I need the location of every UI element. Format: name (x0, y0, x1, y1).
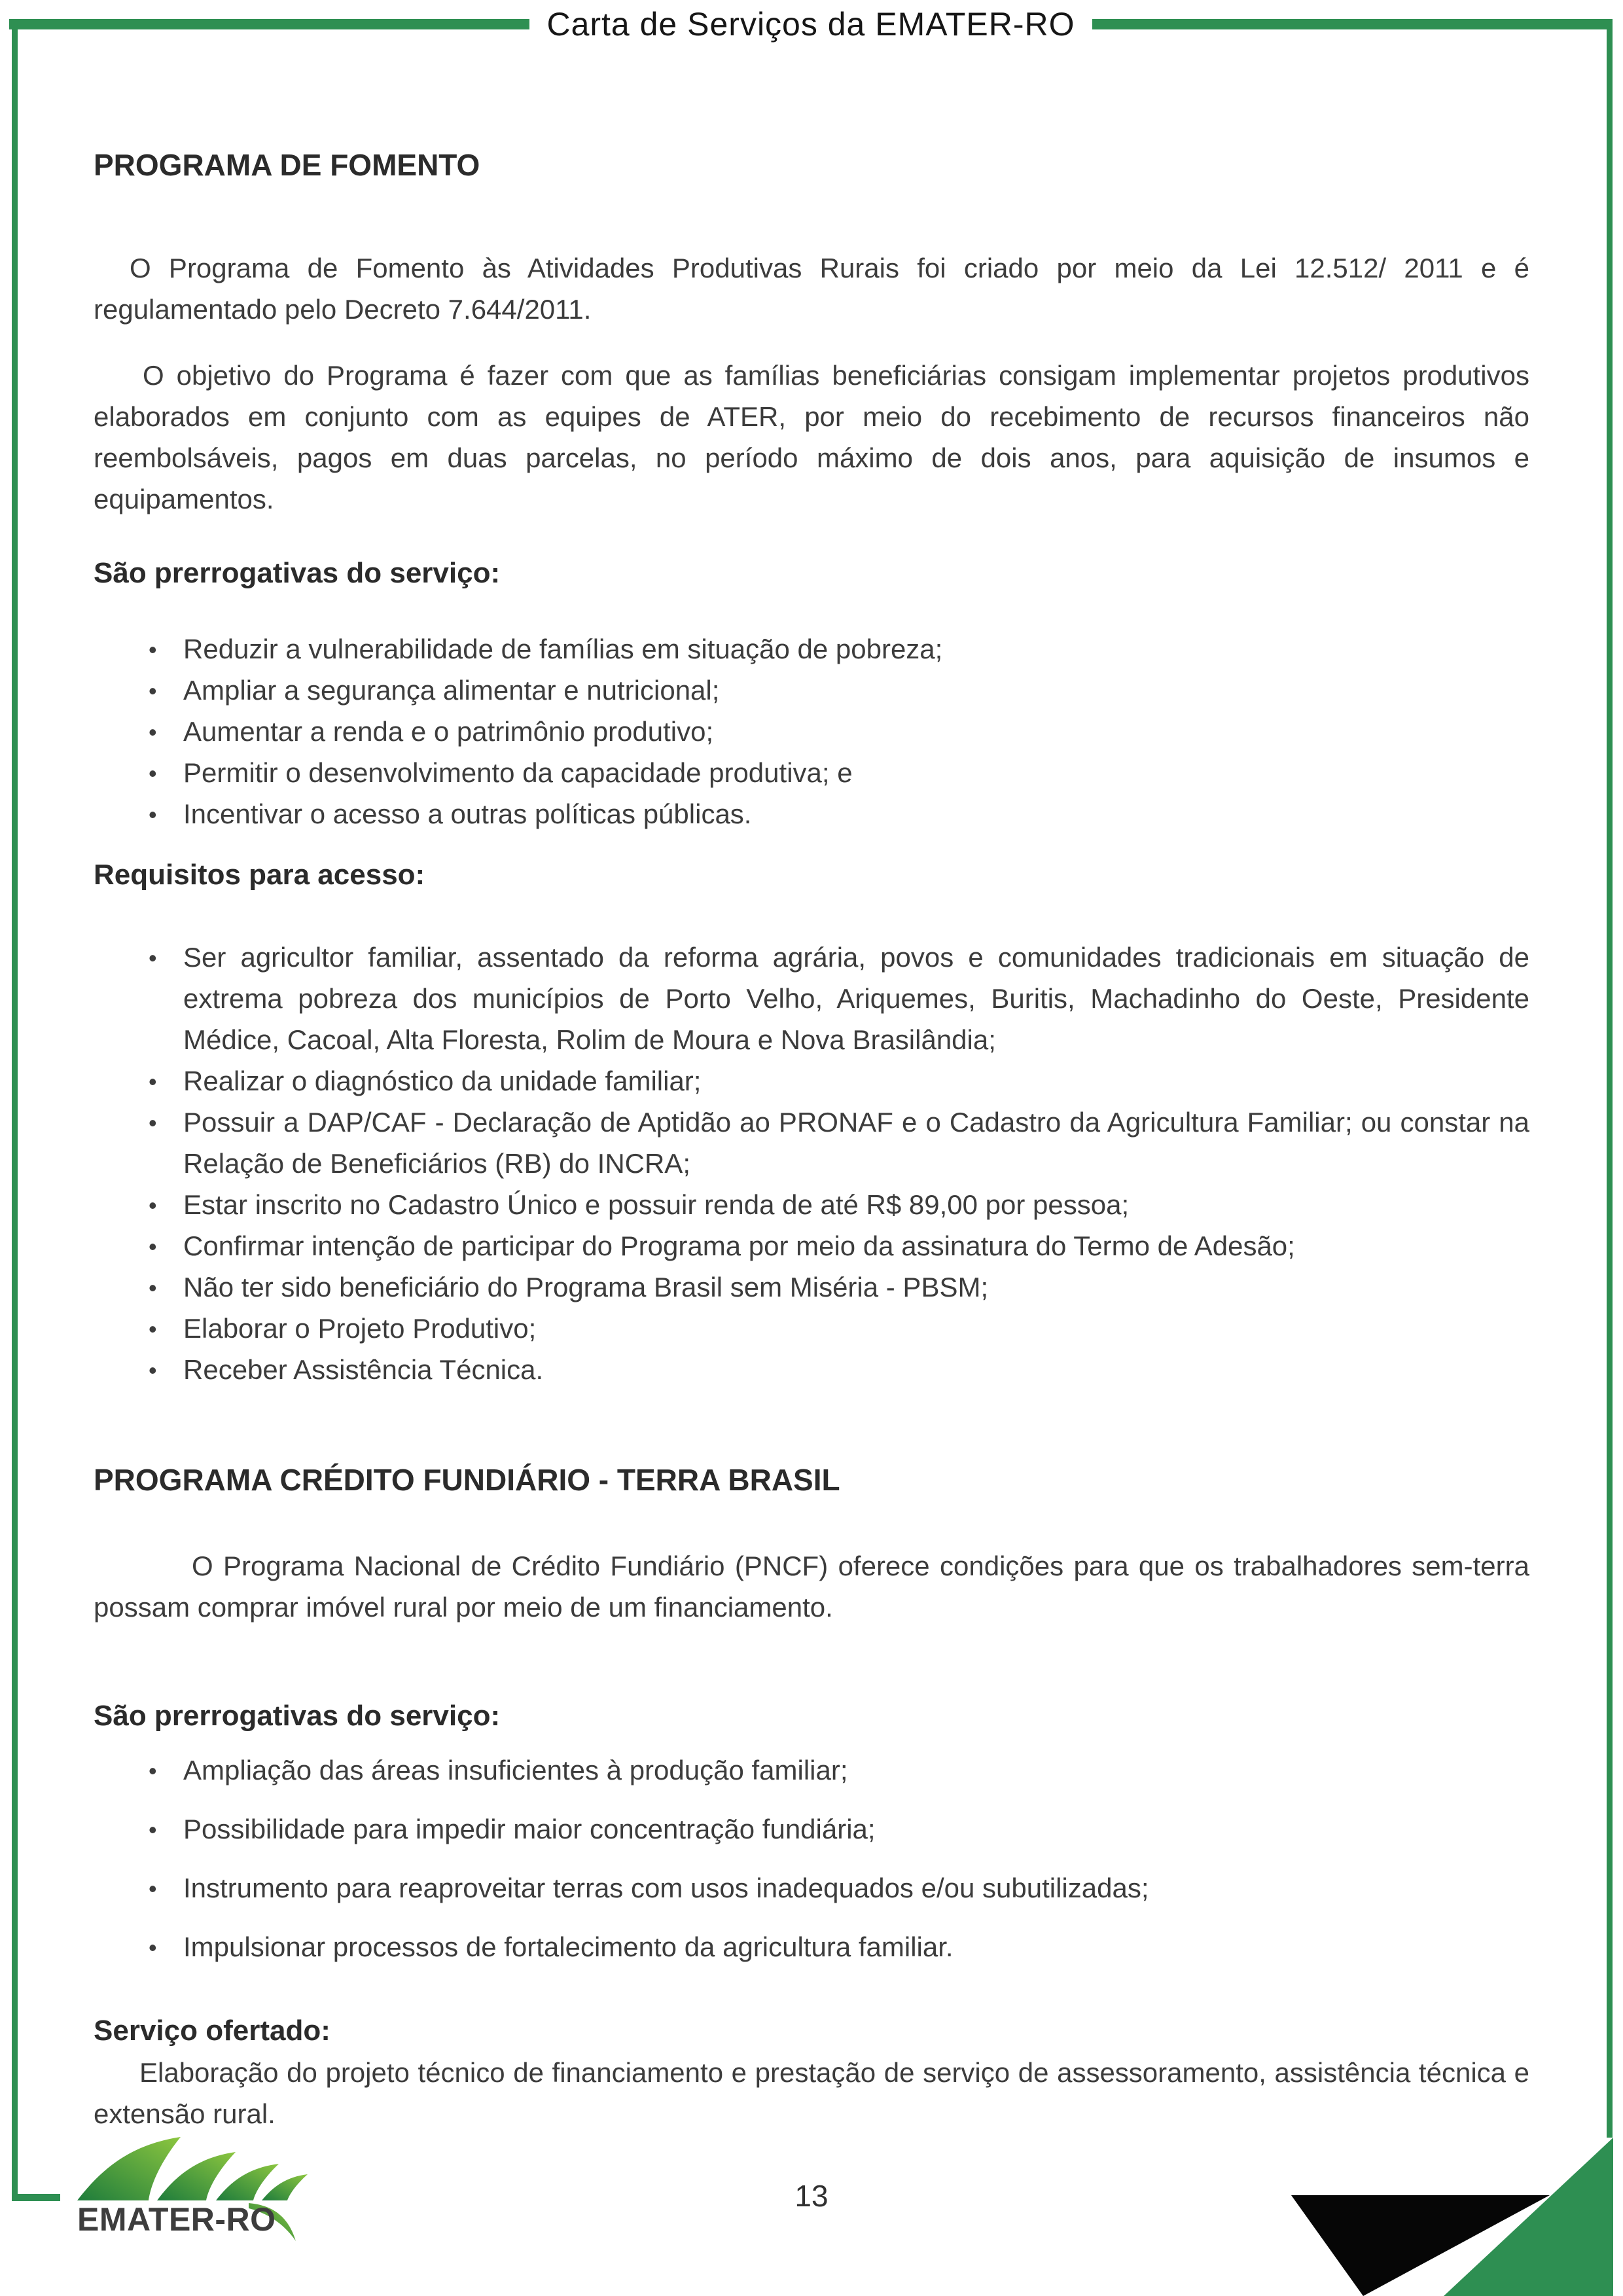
list-prerrogativas-credito (94, 1749, 1529, 1967)
corner-decoration (1230, 2132, 1623, 2296)
subheading-prerrogativas-fomento: São prerrogativas do serviço: (94, 557, 501, 589)
list-item: • Incentivar o acesso a outras políticas públicas. (149, 793, 1529, 834)
list-item: • Impulsionar processos de fortalecimento da agricultura familiar. (149, 1926, 1529, 1967)
list-item: • Elaborar o Projeto Produtivo; (149, 1308, 1529, 1349)
logo-wordmark: EMATER-RO (77, 2201, 276, 2238)
list-item: • Estar inscrito no Cadastro Único e possuir renda de até R$ 89,00 por pessoa; (149, 1184, 1529, 1225)
subheading-servico-ofertado: Serviço ofertado: (94, 2015, 330, 2047)
paragraph-credito-intro: O Programa Nacional de Crédito Fundiário (PNCF) oferece condições para que os trabalhadores sem-terra possam comprar imóvel rural por meio de um financiamento. (94, 1551, 1529, 1623)
list-prerrogativas-fomento (94, 628, 1529, 834)
list-item: • Possibilidade para impedir maior concentração fundiária; (149, 1808, 1529, 1850)
document-title: Carta de Serviços da EMATER-RO (546, 6, 1075, 43)
subheading-requisitos: Requisitos para acesso: (94, 859, 425, 891)
list-item: • Ampliação das áreas insuficientes à produção familiar; (149, 1749, 1529, 1791)
subheading-prerrogativas-credito: São prerrogativas do serviço: (94, 1700, 501, 1732)
list-item: • Permitir o desenvolvimento da capacidade produtiva; e (149, 752, 1529, 793)
list-item: • Receber Assistência Técnica. (149, 1349, 1529, 1390)
frame-border-left (12, 24, 18, 2201)
list-item: • Possuir a DAP/CAF - Declaração de Aptidão ao PRONAF e o Cadastro da Agricultura Familiar; ou constar na Relação de Beneficiários (RB) do INCRA; (149, 1102, 1529, 1184)
list-item: • Ampliar a segurança alimentar e nutricional; (149, 670, 1529, 711)
list-item: • Aumentar a renda e o patrimônio produtivo; (149, 711, 1529, 752)
list-item: • Reduzir a vulnerabilidade de famílias em situação de pobreza; (149, 628, 1529, 670)
frame-border-right (1607, 24, 1613, 2138)
page-number: 13 (794, 2179, 829, 2213)
list-requisitos (94, 937, 1529, 1390)
section-heading-credito-fundiario: PROGRAMA CRÉDITO FUNDIÁRIO - TERRA BRASIL (94, 1463, 840, 1497)
paragraph-fomento-intro: O Programa de Fomento às Atividades Produtivas Rurais foi criado por meio da Lei 12.512/ 2011 e é regulamentado pelo Decreto 7.644/2011. (94, 253, 1529, 325)
list-item: • Confirmar intenção de participar do Programa por meio da assinatura do Termo de Adesão; (149, 1225, 1529, 1266)
paragraph-servico-ofertado: Elaboração do projeto técnico de financiamento e prestação de serviço de assessoramento, assistência técnica e extensão rural. (94, 2057, 1529, 2129)
section-heading-fomento: PROGRAMA DE FOMENTO (94, 148, 480, 182)
list-item: • Não ter sido beneficiário do Programa Brasil sem Miséria - PBSM; (149, 1266, 1529, 1308)
list-item: • Instrumento para reaproveitar terras com usos inadequados e/ou subutilizadas; (149, 1867, 1529, 1909)
list-item: • Ser agricultor familiar, assentado da reforma agrária, povos e comunidades tradicionais em situação de extrema pobreza dos municípios de Porto Velho, Ariquemes, Buritis, Machadinho do Oeste, Presidente Médice, Cacoal, Alta Floresta, Rolim de Moura e Nova Brasilândia; (149, 937, 1529, 1060)
list-item: • Realizar o diagnóstico da unidade familiar; (149, 1060, 1529, 1102)
page-content (94, 0, 1529, 2134)
paragraph-fomento-objective: O objetivo do Programa é fazer com que as famílias beneficiárias consigam implementar projetos produtivos elaborados em conjunto com as equipes de ATER, por meio do recebimento de recursos financeiros não reembolsáveis, pagos em duas parcelas, no período máximo de dois anos, para aquisição de insumos e equipamentos. (94, 360, 1529, 514)
